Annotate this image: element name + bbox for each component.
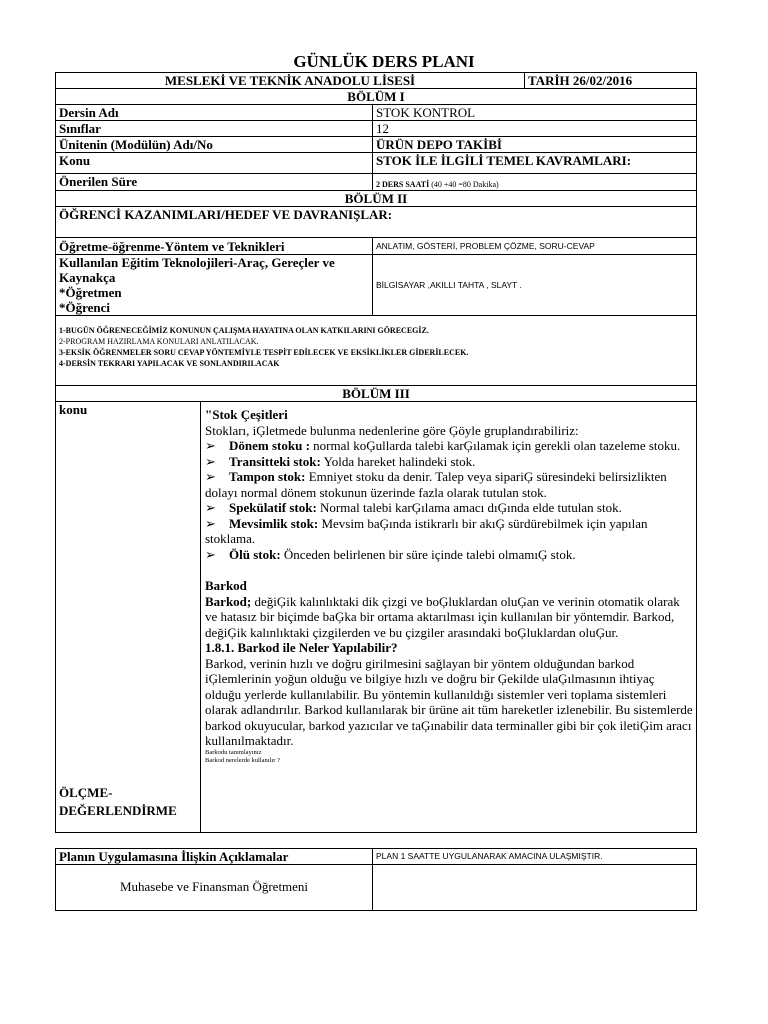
barcode-heading: Barkod bbox=[205, 578, 247, 593]
plan-notes-label: Planın Uygulamasına İlişkin Açıklamalar bbox=[56, 849, 373, 865]
bullet-term: Dönem stoku : bbox=[229, 438, 310, 453]
classes-value: 12 bbox=[373, 121, 697, 137]
stock-bullet-1 bbox=[205, 438, 693, 454]
section-3-left-column bbox=[56, 402, 201, 833]
stock-types-heading: "Stok Çeşitleri bbox=[205, 407, 288, 422]
stock-bullet-4 bbox=[205, 500, 693, 516]
school-name: MESLEKİ VE TEKNİK ANADOLU LİSESİ bbox=[56, 73, 525, 89]
stock-intro: Stokları, iĢletmede bulunma nedenlerine göre Ģöyle gruplandırabiliriz: bbox=[205, 422, 579, 438]
bullet-text: normal koĢullarda talebi karĢılamak için gerekli olan tazeleme stoku. bbox=[309, 438, 681, 453]
bullet-icon: ➢ bbox=[205, 546, 216, 562]
barcode-subheading: 1.8.1. Barkod ile Neler Yapılabilir? bbox=[205, 640, 398, 655]
tools-label-line-2: Kaynakça bbox=[59, 270, 116, 285]
topic-value: STOK İLE İLGİLİ TEMEL KAVRAMLARI: bbox=[373, 153, 697, 174]
note-2: 2-PROGRAM HAZIRLAMA KONULARI ANLATILACAK. bbox=[59, 337, 259, 346]
lesson-date: TARİH 26/02/2016 bbox=[525, 73, 697, 89]
question-1: Barkodu tanımlayınız bbox=[205, 748, 262, 756]
duration-value bbox=[373, 174, 697, 191]
lesson-notes bbox=[56, 316, 697, 386]
bullet-icon: ➢ bbox=[205, 469, 216, 484]
stock-bullet-5 bbox=[205, 516, 693, 547]
teacher-signature: Muhasebe ve Finansman Öğretmeni bbox=[56, 865, 373, 911]
plan-notes-value: PLAN 1 SAATTE UYGULANARAK AMACINA ULAŞMIŞTIR. bbox=[373, 849, 697, 865]
bullet-text: Yolda hareket halindeki stok. bbox=[320, 453, 476, 469]
topic-side-label: konu bbox=[59, 402, 88, 417]
assessment-label-line-2: DEĞERLENDİRME bbox=[59, 803, 177, 818]
question-2: Barkod nerelerde kullanılır ? bbox=[205, 756, 280, 764]
section-3-heading: BÖLÜM III bbox=[56, 386, 697, 402]
barcode-text: değiĢik kalınlıktaki dik çizgi ve boĢluklardan oluĢan ve verinin otomatik olarak ve hatasız bir biçimde baĢka bir ortama aktarılması için kullanılan bir yöntemdir. Barkod, değiĢik kalınlıktaki çizgilerden ve bu çizgiler arasındaki boĢluklardan oluĢur. bbox=[205, 593, 680, 640]
document-title: GÜNLÜK DERS PLANI bbox=[293, 52, 475, 71]
course-name-label: Dersin Adı bbox=[56, 105, 373, 121]
spacer-row bbox=[56, 833, 697, 849]
bullet-term: Tampon stok: bbox=[229, 469, 306, 484]
barcode-paragraph bbox=[205, 594, 693, 641]
assessment-label bbox=[59, 784, 177, 820]
signature-blank bbox=[373, 865, 697, 911]
section-1-heading: BÖLÜM I bbox=[56, 89, 697, 105]
objectives-label: ÖĞRENCİ KAZANIMLARI/HEDEF VE DAVRANIŞLAR: bbox=[56, 207, 697, 238]
duration-hours: 2 DERS SAATİ bbox=[376, 179, 430, 189]
bullet-icon: ➢ bbox=[205, 453, 216, 469]
tools-student: *Öğrenci bbox=[59, 300, 111, 315]
module-value: ÜRÜN DEPO TAKİBİ bbox=[373, 137, 697, 153]
tools-label bbox=[56, 255, 373, 316]
barcode-uses-paragraph: Barkod, verinin hızlı ve doğru girilmesini sağlayan bir yöntem olduğundan barkod iĢlemlerinin yoğun olduğu ve bilgiye hızlı ve doğru bir Ģekilde ulaĢılmasının ihtiyaç olduğu yerlerde kullanılabilir. Bu yöntemin kullanıldığı sistemler veri toplama sistemleri olarak adlandırılır. Barkod kullanılarak bir ürüne ait tüm hareketler izlenebilir. Bu sistemlerde barkod okuyucular, barkod yazıcılar ve taĢınabilir data terminaller gibi bir çok iletiĢim aracı kullanılmaktadır. bbox=[205, 655, 693, 748]
tools-value: BİLGİSAYAR ,AKILLI TAHTA , SLAYT . bbox=[373, 255, 697, 316]
barcode-term: Barkod; bbox=[205, 593, 252, 609]
note-1: 1-BUGÜN ÖĞRENECEĞİMİZ KONUNUN ÇALIŞMA HAYATINA OLAN KATKILARINI GÖRECEGİZ. bbox=[59, 326, 429, 335]
methods-value: ANLATIM, GÖSTERİ, PROBLEM ÇÖZME, SORU-CEVAP bbox=[373, 238, 697, 255]
bullet-text: Emniyet stoku da denir. Talep veya sipariĢ süresindeki belirsizlikten dolayı normal dönem stokunun üzerinde fazla olarak tutulan stok. bbox=[205, 469, 667, 500]
note-3: 3-EKSİK ÖĞRENMELER SORU CEVAP YÖNTEMİYLE TESPİT EDİLECEK VE EKSİKLİKLER GİDERİLECEK. bbox=[59, 348, 469, 357]
topic-label: Konu bbox=[56, 153, 373, 174]
tools-teacher: *Öğretmen bbox=[59, 285, 122, 300]
bullet-term: Transitteki stok: bbox=[229, 453, 321, 469]
bullet-icon: ➢ bbox=[205, 515, 216, 531]
bullet-text: Önceden belirlenen bir süre içinde talebi olmamıĢ stok. bbox=[280, 546, 576, 562]
bullet-icon: ➢ bbox=[205, 500, 216, 515]
course-name-value: STOK KONTROL bbox=[373, 105, 697, 121]
assessment-label-line-1: ÖLÇME- bbox=[59, 785, 113, 800]
bullet-term: Mevsimlik stok: bbox=[229, 515, 319, 531]
section-2-heading: BÖLÜM II bbox=[56, 191, 697, 207]
lesson-plan-table bbox=[55, 72, 697, 911]
bullet-term: Ölü stok: bbox=[229, 546, 281, 562]
bullet-term: Spekülatif stok: bbox=[229, 500, 317, 515]
classes-label: Sınıflar bbox=[56, 121, 373, 137]
bullet-text: Normal talebi karĢılama amacı dıĢında elde tutulan stok. bbox=[316, 500, 622, 515]
stock-bullet-6 bbox=[205, 547, 693, 563]
bullet-text: Mevsim baĢında istikrarlı bir akıĢ sürdürebilmek için yapılan stoklama. bbox=[205, 515, 648, 546]
lesson-content bbox=[201, 402, 697, 833]
duration-label: Önerilen Süre bbox=[56, 174, 373, 191]
methods-label: Öğretme-öğrenme-Yöntem ve Teknikleri bbox=[56, 238, 373, 255]
note-4: 4-DERSİN TEKRARI YAPILACAK VE SONLANDIRILACAK bbox=[59, 359, 280, 368]
tools-label-line-1: Kullanılan Eğitim Teknolojileri-Araç, Gereçler ve bbox=[59, 255, 335, 270]
stock-bullet-2 bbox=[205, 454, 693, 470]
stock-bullet-3 bbox=[205, 469, 693, 500]
module-label: Ünitenin (Modülün) Adı/No bbox=[56, 137, 373, 153]
bullet-icon: ➢ bbox=[205, 438, 216, 453]
duration-minutes: (40 +40 =80 Dakika) bbox=[429, 179, 499, 189]
